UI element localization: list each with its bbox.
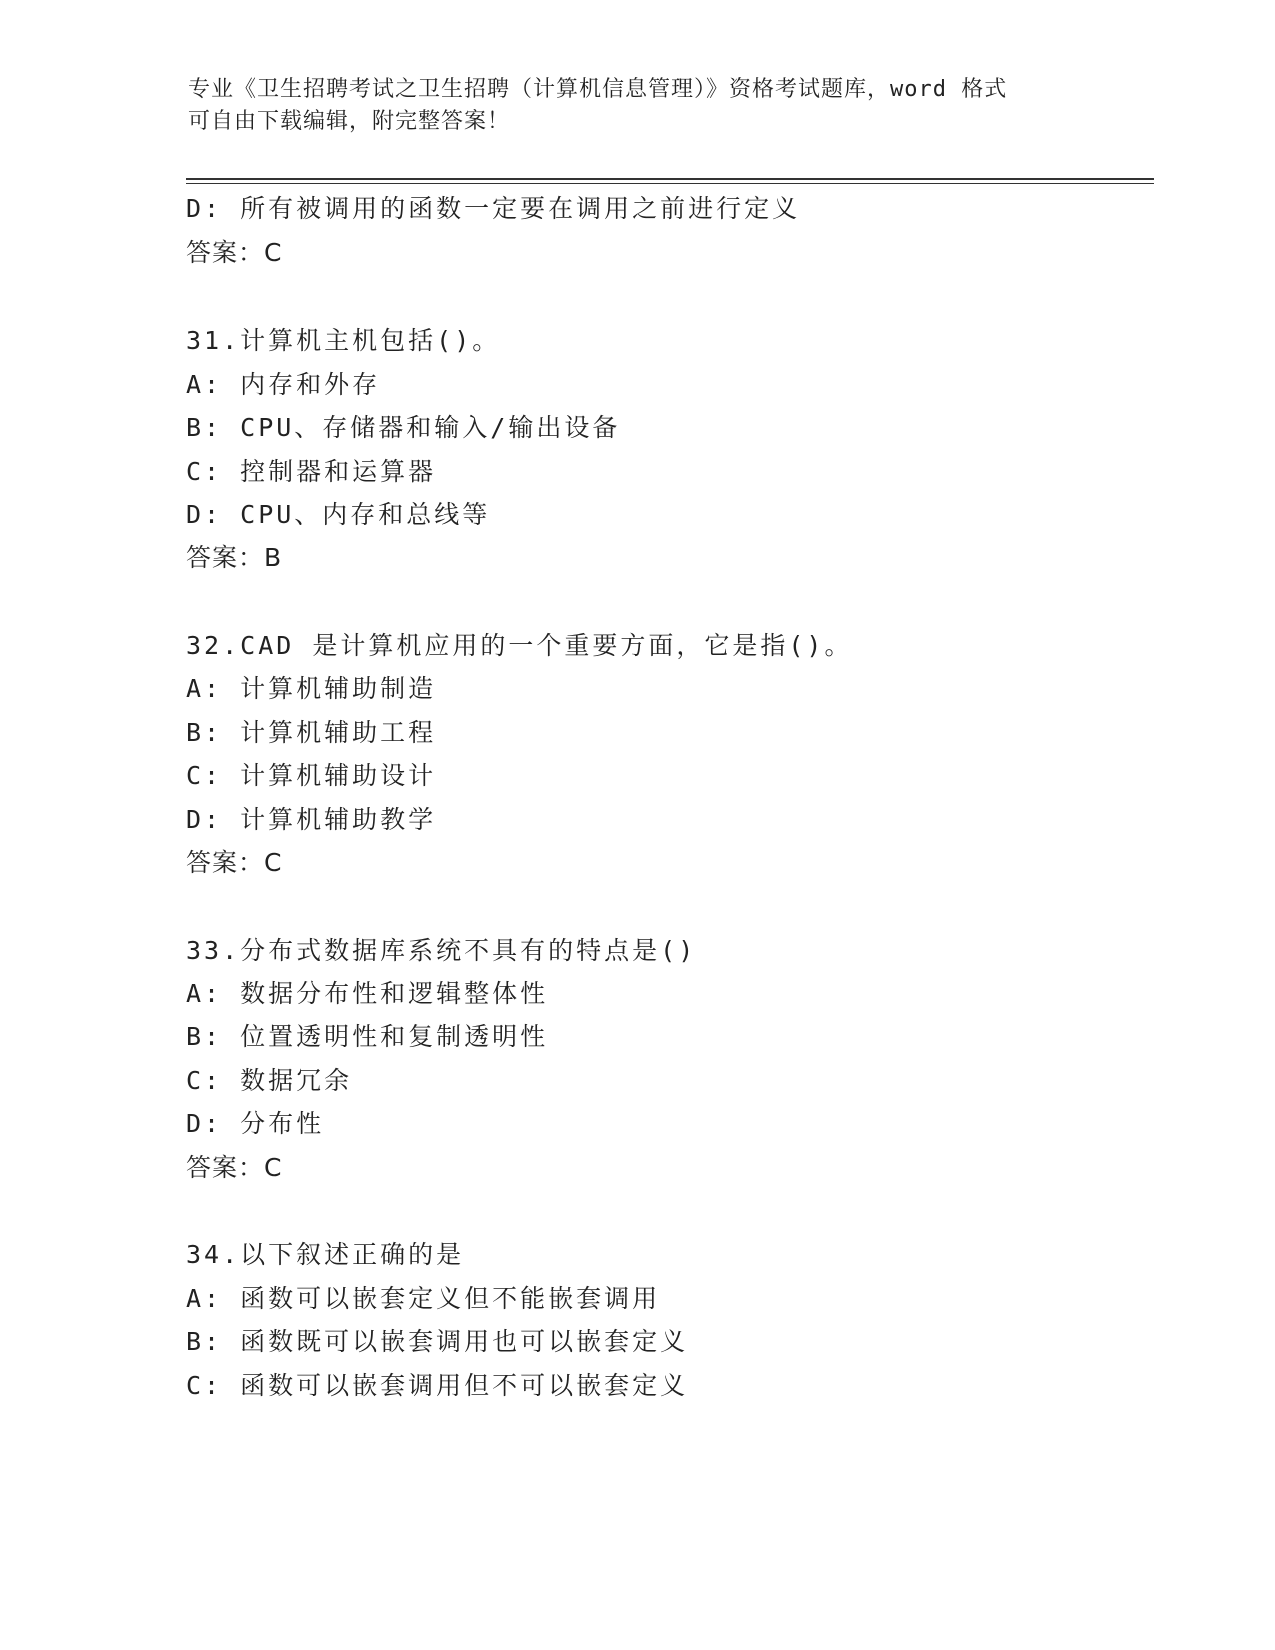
header-line-2: 可自由下载编辑，附完整答案！ (188, 109, 511, 134)
header-divider-thin (186, 183, 1154, 184)
question-31-text: 31.计算机主机包括()。 (186, 326, 501, 355)
question-34-option-a: A: 函数可以嵌套定义但不能嵌套调用 (186, 1284, 661, 1313)
document-header (188, 74, 1068, 138)
question-31-option-c: C: 控制器和运算器 (186, 457, 437, 486)
question-31-option-a: A: 内存和外存 (186, 370, 381, 399)
question-32-option-a: A: 计算机辅助制造 (186, 674, 437, 703)
question-33-option-c: C: 数据冗余 (186, 1066, 353, 1095)
question-31-option-d: D: CPU、内存和总线等 (186, 500, 491, 529)
question-34-option-b: B: 函数既可以嵌套调用也可以嵌套定义 (186, 1327, 689, 1356)
question-32-option-b: B: 计算机辅助工程 (186, 718, 437, 747)
question-32-answer: 答案：C (186, 848, 283, 877)
question-31-option-b: B: CPU、存储器和输入/输出设备 (186, 413, 621, 442)
question-32-option-c: C: 计算机辅助设计 (186, 761, 437, 790)
prev-answer: 答案：C (186, 238, 283, 267)
prev-option-d: D: 所有被调用的函数一定要在调用之前进行定义 (186, 194, 801, 223)
question-33-answer: 答案：C (186, 1153, 283, 1182)
question-32-option-d: D: 计算机辅助教学 (186, 805, 437, 834)
header-divider-thick (186, 178, 1154, 180)
question-32-text: 32.CAD 是计算机应用的一个重要方面，它是指()。 (186, 631, 853, 660)
header-line-1: 专业《卫生招聘考试之卫生招聘（计算机信息管理）》资格考试题库，word 格式 (188, 77, 1008, 102)
question-33-option-b: B: 位置透明性和复制透明性 (186, 1022, 549, 1051)
question-31-answer: 答案：B (186, 543, 283, 572)
question-33-option-a: A: 数据分布性和逻辑整体性 (186, 979, 549, 1008)
question-33-text: 33.分布式数据库系统不具有的特点是() (186, 936, 697, 965)
question-34-option-c: C: 函数可以嵌套调用但不可以嵌套定义 (186, 1371, 689, 1400)
question-34-text: 34.以下叙述正确的是 (186, 1240, 465, 1269)
question-33-option-d: D: 分布性 (186, 1109, 325, 1138)
